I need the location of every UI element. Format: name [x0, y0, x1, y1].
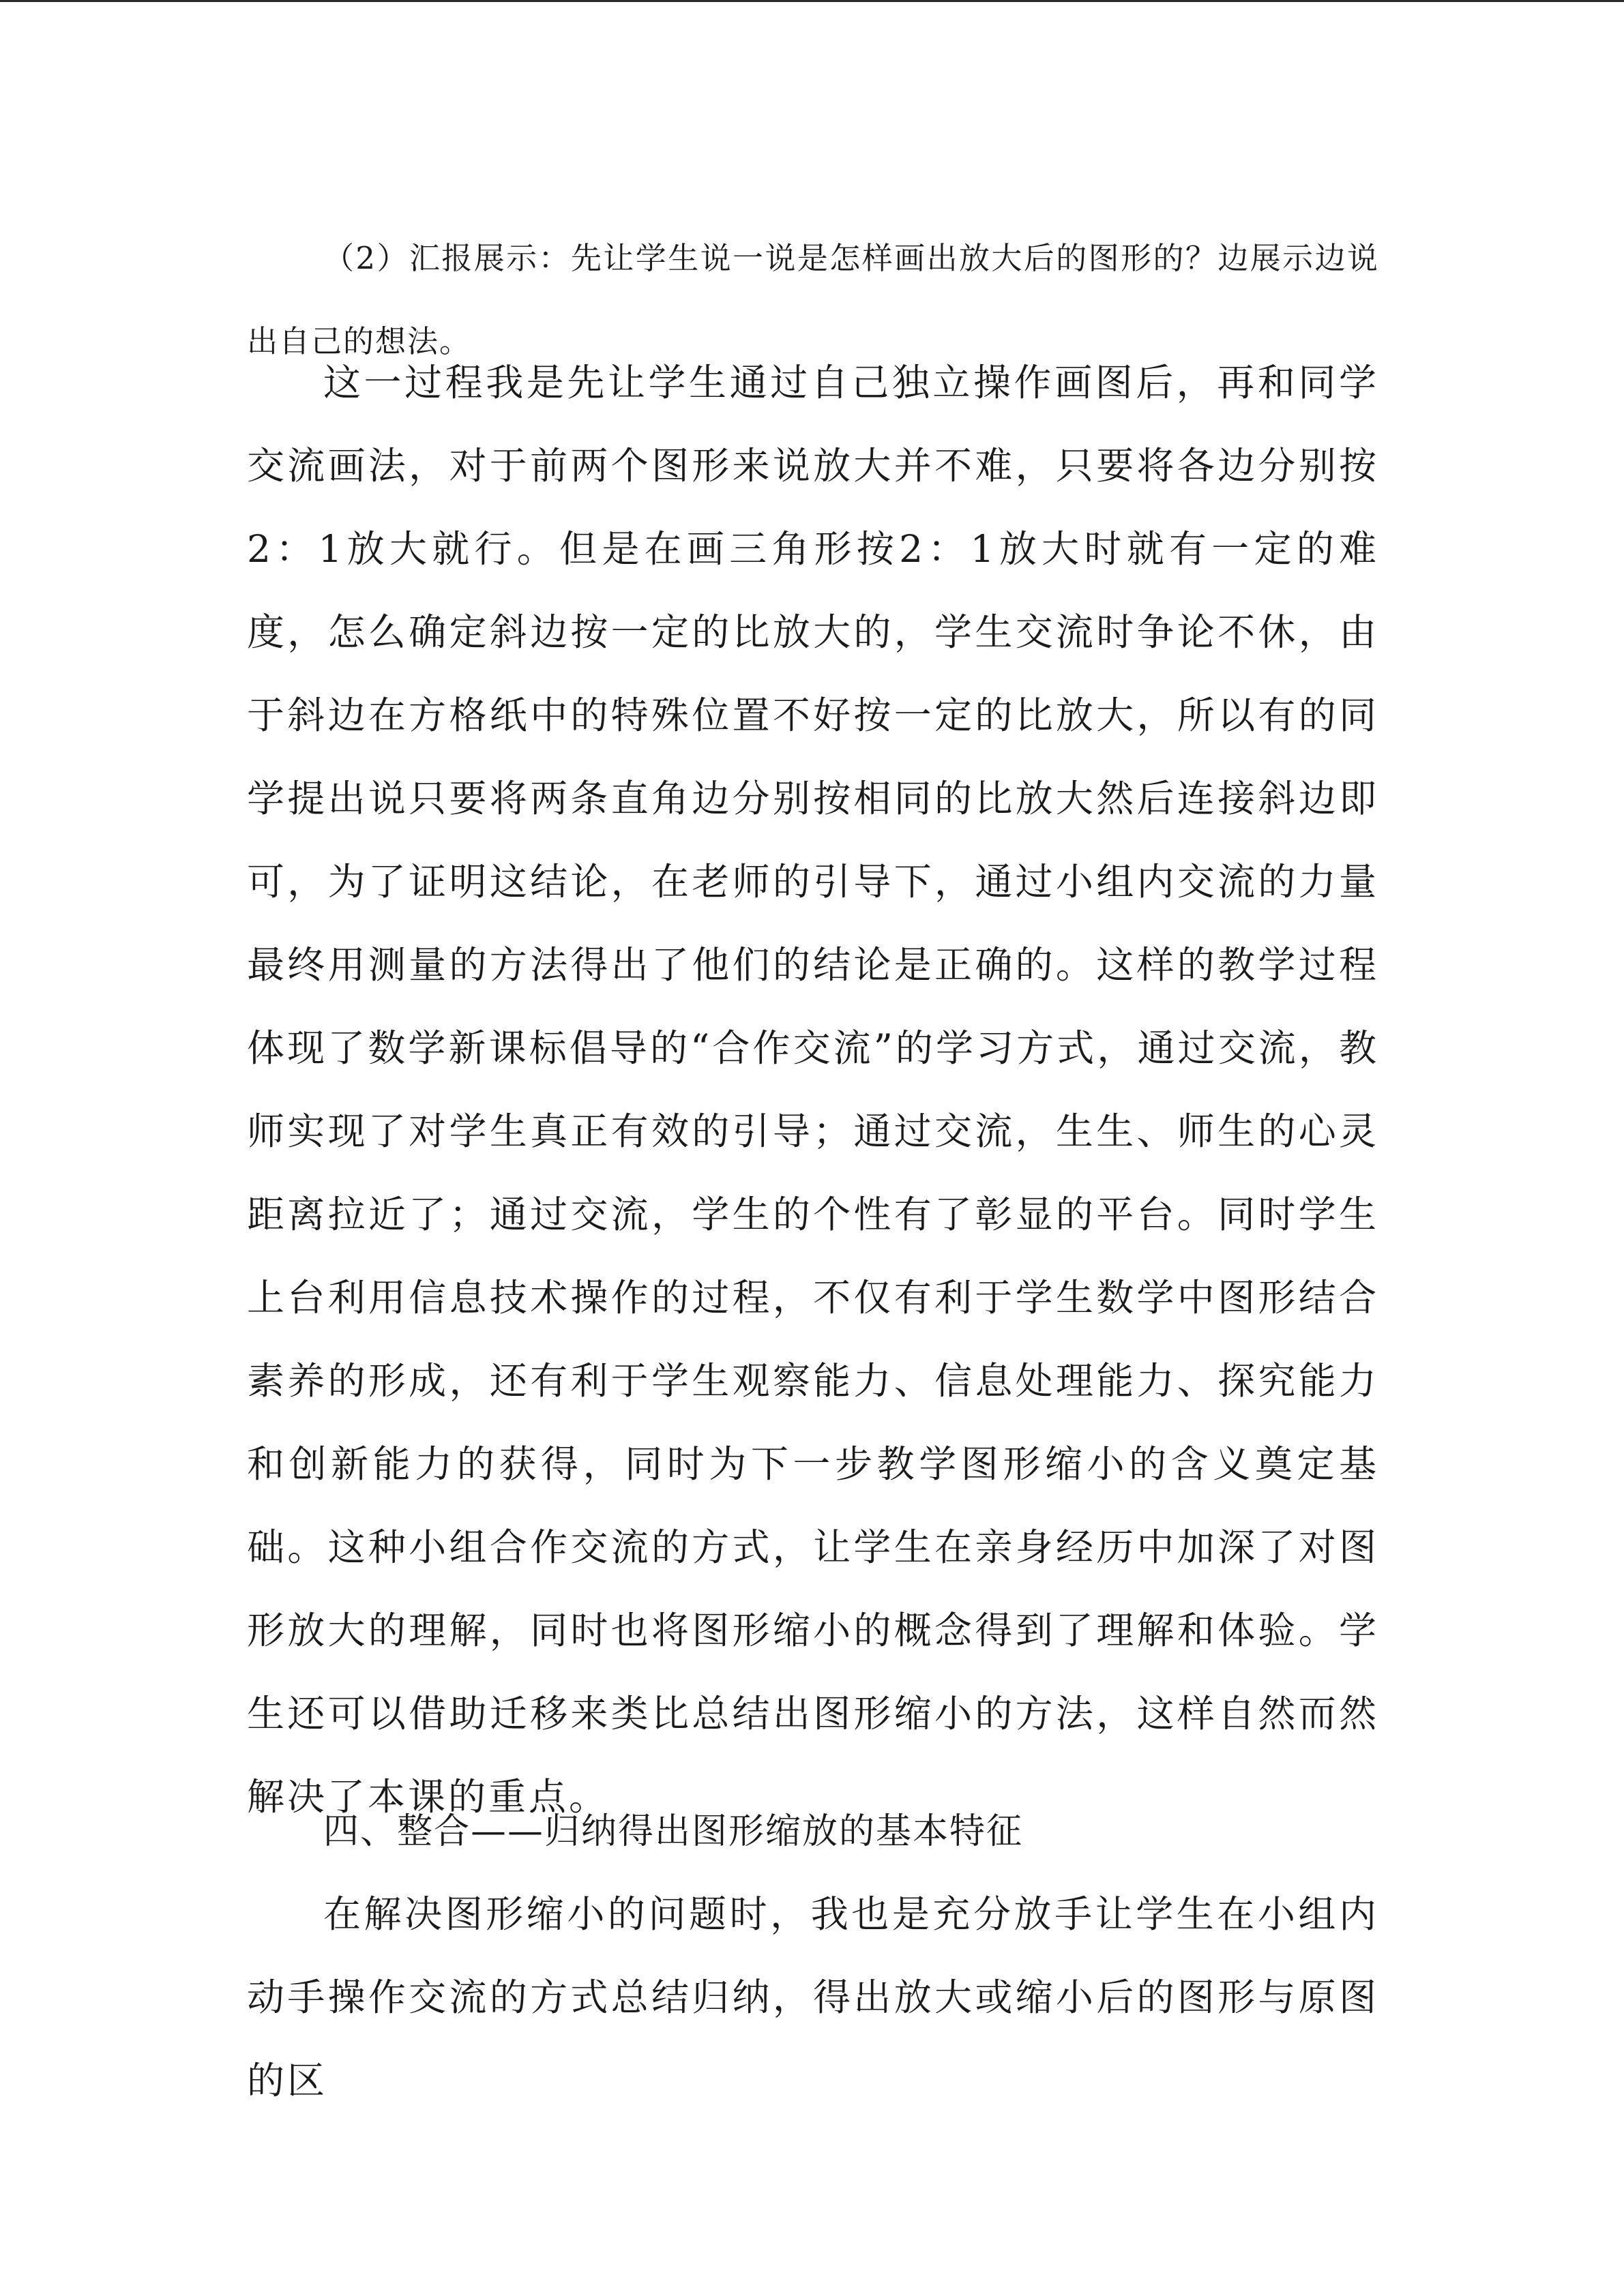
- section-heading: 四、整合——归纳得出图形缩放的基本特征: [323, 1811, 1024, 1852]
- paragraph-report-display: （2）汇报展示：先让学生说一说是怎样画出放大后的图形的？边展示边说出自己的想法。: [247, 240, 1379, 359]
- paragraph-shrink-problem: 在解决图形缩小的问题时，我也是充分放手让学生在小组内动手操作交流的方式总结归纳，得出放大或缩小后的图形与原图的区: [247, 1892, 1379, 2102]
- paragraph-process-reflection: 这一过程我是先让学生通过自己独立操作画图后，再和同学交流画法，对于前两个图形来说放大并不难，只要将各边分别按2：1放大就行。但是在画三角形按2：1放大时就有一定的难度，怎么确定斜边按一定的比放大的，学生交流时争论不休，由于斜边在方格纸中的特殊位置不好按一定的比放大，所以有的同学提出说只要将两条直角边分别按相同的比放大然后连接斜边即可，为了证明这结论，在老师的引导下，通过小组内交流的力量最终用测量的方法得出了他们的结论是正确的。这样的教学过程体现了数学新课标倡导的“合作交流”的学习方式，通过交流，教师实现了对学生真正有效的引导；通过交流，生生、师生的心灵距离拉近了；通过交流，学生的个性有了彰显的平台。同时学生上台利用信息技术操作的过程，不仅有利于学生数学中图形结合素养的形成，还有利于学生观察能力、信息处理能力、探究能力和创新能力的获得，同时为下一步教学图形缩小的含义奠定基础。这种小组合作交流的方式，让学生在亲身经历中加深了对图形放大的理解，同时也将图形缩小的概念得到了理解和体验。学生还可以借助迁移来类比总结出图形缩小的方法，这样自然而然解决了本课的重点。: [247, 361, 1379, 1819]
